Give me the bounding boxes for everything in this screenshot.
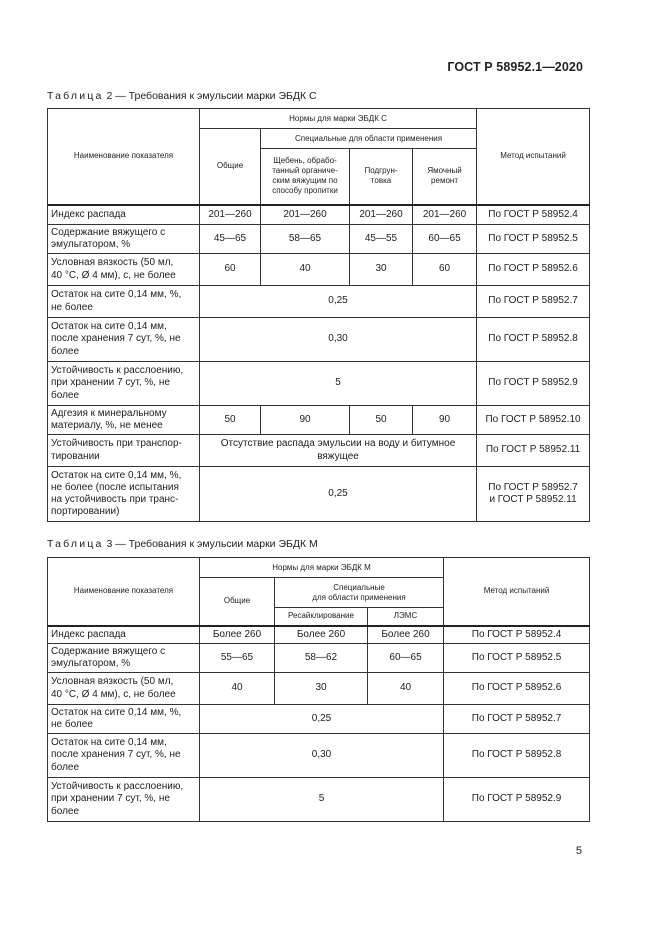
row-test-method: По ГОСТ Р 58952.9 <box>444 778 590 822</box>
table2-caption-text: 2 — Требования к эмульсии марки ЭБДК С <box>103 90 317 102</box>
table3-caption <box>47 538 318 550</box>
row-parameter-name: Остаток на сите 0,14 мм, %, не более <box>48 286 200 318</box>
row-test-method: По ГОСТ Р 58952.6 <box>477 254 590 286</box>
row-test-method: По ГОСТ Р 58952.4 <box>444 626 590 644</box>
row-norm-value: Отсутствие распада эмульсии на воду и битумное вяжущее <box>200 435 477 467</box>
table3-header-general: Общие <box>200 578 275 626</box>
row-norm-value: 201—260 <box>350 205 413 225</box>
row-parameter-name: Остаток на сите 0,14 мм, %, не более (после испытания на устойчивость при транс- портировании) <box>48 467 200 522</box>
row-parameter-name: Остаток на сите 0,14 мм, после хранения 7 сут, %, не более <box>48 318 200 362</box>
row-norm-value: 201—260 <box>413 205 477 225</box>
row-norm-value: 90 <box>413 406 477 435</box>
table-row <box>48 225 590 254</box>
table-row <box>48 286 590 318</box>
row-norm-value: 40 <box>261 254 350 286</box>
table-row <box>48 778 590 822</box>
table-row <box>48 318 590 362</box>
row-test-method: По ГОСТ Р 58952.8 <box>444 734 590 778</box>
table-row <box>48 734 590 778</box>
row-norm-value: Более 260 <box>368 626 444 644</box>
table3-caption-prefix: Таблица <box>47 538 104 550</box>
row-norm-value: 0,25 <box>200 705 444 734</box>
row-test-method: По ГОСТ Р 58952.7 и ГОСТ Р 58952.11 <box>477 467 590 522</box>
table-row <box>48 467 590 522</box>
row-norm-value: 40 <box>200 673 275 705</box>
row-parameter-name: Содержание вяжущего с эмульгатором, % <box>48 644 200 673</box>
table2-header-special: Специальные для области применения <box>261 129 477 149</box>
row-norm-value: 60—65 <box>413 225 477 254</box>
row-parameter-name: Остаток на сите 0,14 мм, после хранения 7 сут, %, не более <box>48 734 200 778</box>
table3-header-lems: ЛЭМС <box>368 608 444 626</box>
table3-header-method: Метод испытаний <box>444 558 590 626</box>
table3-header-norms: Нормы для марки ЭБДК М <box>200 558 444 578</box>
table-row <box>48 626 590 644</box>
table2-header-primer: Подгрун- товка <box>350 149 413 205</box>
row-parameter-name: Устойчивость к расслоению, при хранении 7 сут, %, не более <box>48 778 200 822</box>
table-row <box>48 673 590 705</box>
row-test-method: По ГОСТ Р 58952.5 <box>477 225 590 254</box>
table2-header-pothole-repair: Ямочный ремонт <box>413 149 477 205</box>
row-norm-value: 58—65 <box>261 225 350 254</box>
table2-header-crushed-stone: Щебень, обрабо- танный органиче- ским вяжущим по способу пропитки <box>261 149 350 205</box>
table3-caption-text: 3 — Требования к эмульсии марки ЭБДК М <box>103 538 318 550</box>
table3-header-name: Наименование показателя <box>48 558 200 626</box>
table3 <box>47 557 590 822</box>
row-norm-value: 90 <box>261 406 350 435</box>
table2-header-method: Метод испытаний <box>477 109 590 205</box>
row-parameter-name: Условная вязкость (50 мл, 40 °С, Ø 4 мм), с, не более <box>48 673 200 705</box>
row-norm-value: 45—65 <box>200 225 261 254</box>
row-norm-value: 60 <box>200 254 261 286</box>
row-test-method: По ГОСТ Р 58952.5 <box>444 644 590 673</box>
row-test-method: По ГОСТ Р 58952.4 <box>477 205 590 225</box>
row-parameter-name: Адгезия к минеральному материалу, %, не менее <box>48 406 200 435</box>
row-test-method: По ГОСТ Р 58952.6 <box>444 673 590 705</box>
row-norm-value: 0,30 <box>200 318 477 362</box>
table2-header-name: Наименование показателя <box>48 109 200 205</box>
row-norm-value: 5 <box>200 362 477 406</box>
page-number: 5 <box>575 845 582 857</box>
row-test-method: По ГОСТ Р 58952.7 <box>444 705 590 734</box>
row-norm-value: 201—260 <box>261 205 350 225</box>
row-test-method: По ГОСТ Р 58952.9 <box>477 362 590 406</box>
table2-caption-prefix: Таблица <box>47 90 104 102</box>
table-row <box>48 435 590 467</box>
row-test-method: По ГОСТ Р 58952.11 <box>477 435 590 467</box>
row-parameter-name: Устойчивость к расслоению, при хранении 7 сут, %, не более <box>48 362 200 406</box>
row-norm-value: Более 260 <box>275 626 368 644</box>
row-test-method: По ГОСТ Р 58952.10 <box>477 406 590 435</box>
row-parameter-name: Устойчивость при транспор- тировании <box>48 435 200 467</box>
row-norm-value: 40 <box>368 673 444 705</box>
row-parameter-name: Остаток на сите 0,14 мм, %, не более <box>48 705 200 734</box>
row-norm-value: 30 <box>350 254 413 286</box>
row-norm-value: 30 <box>275 673 368 705</box>
table-row <box>48 644 590 673</box>
table2-header-norms: Нормы для марки ЭБДК С <box>200 109 477 129</box>
row-norm-value: 45—55 <box>350 225 413 254</box>
row-norm-value: 5 <box>200 778 444 822</box>
table2-caption <box>47 90 317 102</box>
table-row <box>48 205 590 225</box>
table3-header-recycling: Ресайклирование <box>275 608 368 626</box>
row-parameter-name: Индекс распада <box>48 626 200 644</box>
table-row <box>48 254 590 286</box>
row-norm-value: 55—65 <box>200 644 275 673</box>
row-norm-value: 0,25 <box>200 467 477 522</box>
row-norm-value: 60—65 <box>368 644 444 673</box>
table-row <box>48 705 590 734</box>
table2-header-general: Общие <box>200 129 261 205</box>
row-norm-value: Более 260 <box>200 626 275 644</box>
table-row <box>48 362 590 406</box>
row-parameter-name: Условная вязкость (50 мл, 40 °С, Ø 4 мм), с, не более <box>48 254 200 286</box>
table2 <box>47 108 590 522</box>
document-number: ГОСТ Р 58952.1—2020 <box>447 60 583 74</box>
row-norm-value: 0,25 <box>200 286 477 318</box>
row-norm-value: 58—62 <box>275 644 368 673</box>
table-row <box>48 406 590 435</box>
row-norm-value: 0,30 <box>200 734 444 778</box>
row-norm-value: 201—260 <box>200 205 261 225</box>
row-norm-value: 60 <box>413 254 477 286</box>
row-test-method: По ГОСТ Р 58952.7 <box>477 286 590 318</box>
row-norm-value: 50 <box>200 406 261 435</box>
row-norm-value: 50 <box>350 406 413 435</box>
row-parameter-name: Индекс распада <box>48 205 200 225</box>
table3-header-special: Специальные для области применения <box>275 578 444 608</box>
row-parameter-name: Содержание вяжущего с эмульгатором, % <box>48 225 200 254</box>
row-test-method: По ГОСТ Р 58952.8 <box>477 318 590 362</box>
